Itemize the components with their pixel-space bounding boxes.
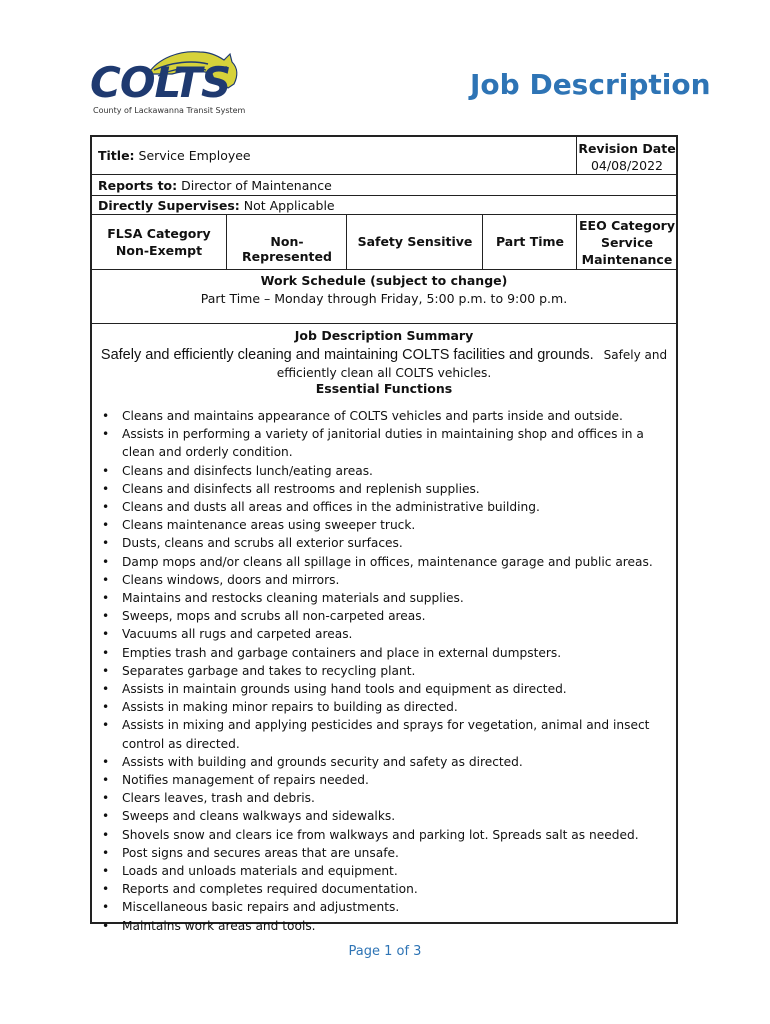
function-item: • Cleans and disinfects lunch/eating areas.: [92, 462, 676, 480]
function-item: • Cleans and dusts all areas and offices in the administrative building.: [92, 498, 676, 516]
function-item: • Sweeps, mops and scrubs all non-carpeted areas.: [92, 607, 676, 625]
summary-heading: Job Description Summary: [294, 328, 474, 343]
part-time-cell: Part Time: [495, 234, 565, 249]
function-item: • Assists in making minor repairs to building as directed.: [92, 698, 676, 716]
eeo-value-service: Service: [601, 235, 653, 250]
function-item: • Cleans windows, doors and mirrors.: [92, 571, 676, 589]
function-item: • Dusts, cleans and scrubs all exterior surfaces.: [92, 534, 676, 552]
work-schedule-text: Part Time – Monday through Friday, 5:00 p.m. to 9:00 p.m.: [200, 291, 568, 306]
logo-subtitle: County of Lackawanna Transit System: [93, 106, 246, 115]
function-item: • Empties trash and garbage containers and place in external dumpsters.: [92, 644, 676, 662]
function-item: • Separates garbage and takes to recycling plant.: [92, 662, 676, 680]
function-item: • Vacuums all rugs and carpeted areas.: [92, 625, 676, 643]
work-schedule-section: [92, 272, 676, 308]
title-field: [98, 148, 251, 163]
essential-functions-list: [92, 407, 676, 935]
function-item: • Shovels snow and clears ice from walkways and parking lot. Spreads salt as needed.: [92, 826, 676, 844]
supervises-value: Not Applicable: [243, 198, 335, 213]
summary-section: [92, 327, 676, 382]
supervises-label: Directly Supervises:: [98, 198, 240, 213]
function-item: • Clears leaves, trash and debris.: [92, 789, 676, 807]
function-item: • Post signs and secures areas that are unsafe.: [92, 844, 676, 862]
summary-small-text-b: efficiently clean all COLTS vehicles.: [276, 366, 492, 380]
represented-cell: Non-Represented: [242, 234, 332, 264]
eeo-category-cell: [578, 217, 676, 268]
revision-label: Revision Date: [578, 141, 676, 156]
page-number: Page 1 of 3: [348, 944, 422, 959]
function-item: • Assists in performing a variety of janitorial duties in maintaining shop and offices in a clean and orderly condition.: [92, 425, 676, 461]
function-item: • Cleans and disinfects all restrooms and replenish supplies.: [92, 480, 676, 498]
summary-line: [92, 345, 676, 365]
title-value: Service Employee: [138, 148, 251, 163]
function-item: • Assists in maintain grounds using hand tools and equipment as directed.: [92, 680, 676, 698]
work-schedule-heading: Work Schedule (subject to change): [260, 273, 508, 288]
function-item: • Reports and completes required documentation.: [92, 880, 676, 898]
function-item: • Cleans maintenance areas using sweeper truck.: [92, 516, 676, 534]
summary-small-text-a: Safely and: [603, 348, 668, 362]
reports-to-field: [98, 178, 332, 193]
flsa-category-cell: [92, 225, 226, 259]
eeo-value-maintenance: Maintenance: [581, 252, 673, 267]
supervises-field: [98, 198, 335, 213]
title-label: Title:: [98, 148, 135, 163]
function-item: • Cleans and maintains appearance of COLTS vehicles and parts inside and outside.: [92, 407, 676, 425]
function-item: • Notifies management of repairs needed.: [92, 771, 676, 789]
function-item: • Maintains work areas and tools.: [92, 917, 676, 935]
revision-date-cell: [578, 140, 676, 174]
function-item: • Damp mops and/or cleans all spillage in offices, maintenance garage and public areas.: [92, 553, 676, 571]
function-item: • Loads and unloads materials and equipment.: [92, 862, 676, 880]
flsa-label: FLSA Category: [107, 226, 211, 241]
eeo-label: EEO Category: [579, 218, 675, 233]
function-item: • Maintains and restocks cleaning materials and supplies.: [92, 589, 676, 607]
summary-large-text: Safely and efficiently cleaning and maintaining COLTS facilities and grounds.: [100, 347, 594, 363]
revision-value: 04/08/2022: [590, 158, 664, 173]
essential-functions-heading: Essential Functions: [315, 381, 453, 396]
job-description-table: [90, 135, 678, 933]
function-item: • Assists in mixing and applying pesticides and sprays for vegetation, animal and insect control as directed.: [92, 716, 676, 752]
function-item: • Assists with building and grounds security and safety as directed.: [92, 753, 676, 771]
function-item: • Miscellaneous basic repairs and adjustments.: [92, 898, 676, 916]
reports-value: Director of Maintenance: [181, 178, 332, 193]
safety-sensitive-cell: Safety Sensitive: [357, 234, 473, 249]
document-title: Job Description: [470, 68, 711, 101]
colts-logo: [88, 44, 258, 120]
reports-label: Reports to:: [98, 178, 178, 193]
flsa-value: Non-Exempt: [115, 243, 203, 258]
logo-wordmark: COLTS: [90, 58, 231, 107]
function-item: • Sweeps and cleans walkways and sidewalks.: [92, 807, 676, 825]
